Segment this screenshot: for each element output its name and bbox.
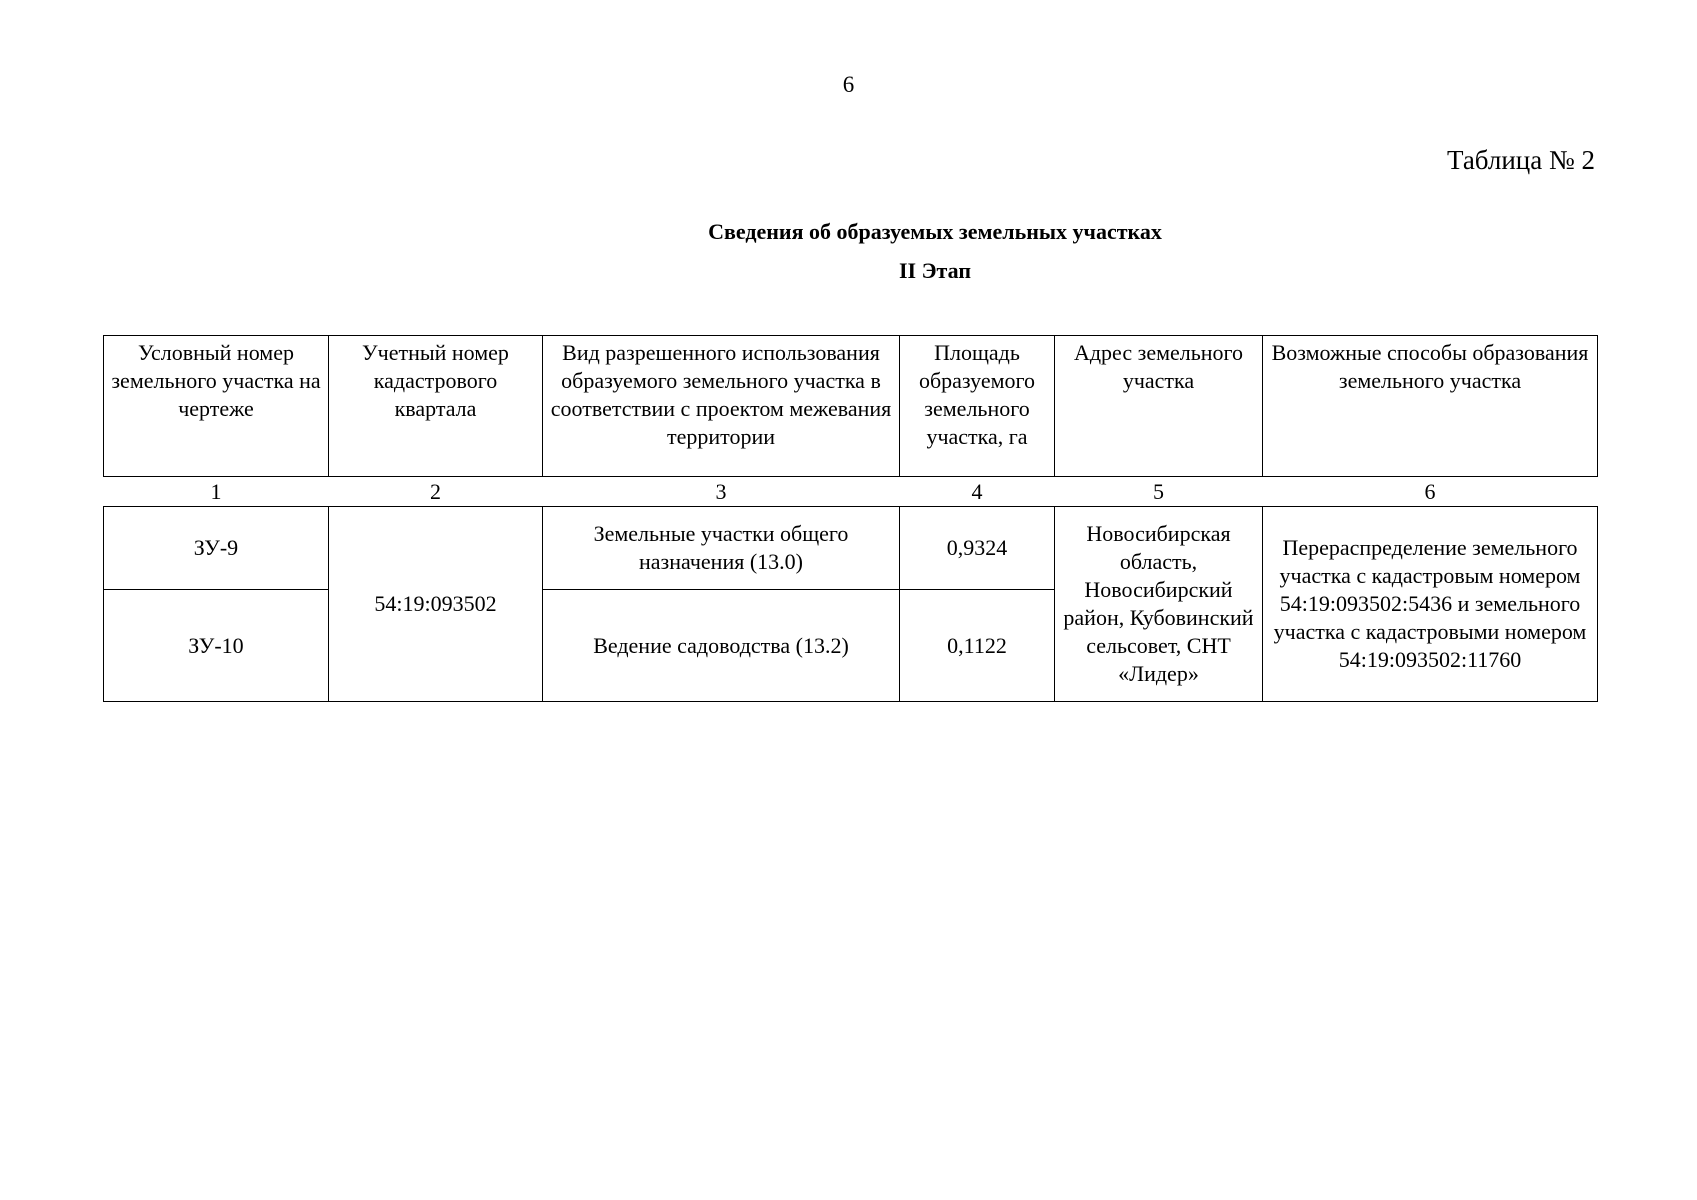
- column-number: 4: [900, 477, 1055, 507]
- column-number: 3: [543, 477, 900, 507]
- table-label: Таблица № 2: [1447, 145, 1595, 175]
- header-cell-number: Условный номер земельного участка на чертеже: [104, 336, 329, 477]
- header-cell-address: Адрес земельного участка: [1055, 336, 1263, 477]
- permitted-use: Земельные участки общего назначения (13.0): [543, 507, 900, 590]
- column-number: 2: [329, 477, 543, 507]
- column-number: 6: [1263, 477, 1598, 507]
- table-header-row: [104, 336, 1598, 477]
- header-cell-quarter: Учетный номер кадастрового квартала: [329, 336, 543, 477]
- column-number: 5: [1055, 477, 1263, 507]
- plot-address: Новосибирская область, Новосибирский район, Кубовинский сельсовет, СНТ «Лидер»: [1055, 507, 1263, 702]
- document-subtitle: II Этап: [898, 258, 971, 283]
- header-cell-formation: Возможные способы образования земельного участка: [1263, 336, 1598, 477]
- cadastral-quarter: 54:19:093502: [329, 507, 543, 702]
- plot-area: 0,9324: [900, 507, 1055, 590]
- plot-number: ЗУ-10: [104, 590, 329, 702]
- land-plots-table: [103, 335, 1598, 702]
- plot-number: ЗУ-9: [104, 507, 329, 590]
- formation-method: Перераспределение земельного участка с кадастровым номером 54:19:093502:5436 и земельного участка с кадастровыми номером 54:19:093502:11760: [1263, 507, 1598, 702]
- column-number: 1: [104, 477, 329, 507]
- page-number: 6: [842, 72, 855, 97]
- plot-area: 0,1122: [900, 590, 1055, 702]
- table-row: [104, 507, 1598, 590]
- column-number-row: [104, 477, 1598, 507]
- permitted-use: Ведение садоводства (13.2): [543, 590, 900, 702]
- document-title: Сведения об образуемых земельных участках: [708, 219, 1162, 244]
- header-cell-area: Площадь образуемого земельного участка, га: [900, 336, 1055, 477]
- header-cell-use: Вид разрешенного использования образуемого земельного участка в соответствии с проектом межевания территории: [543, 336, 900, 477]
